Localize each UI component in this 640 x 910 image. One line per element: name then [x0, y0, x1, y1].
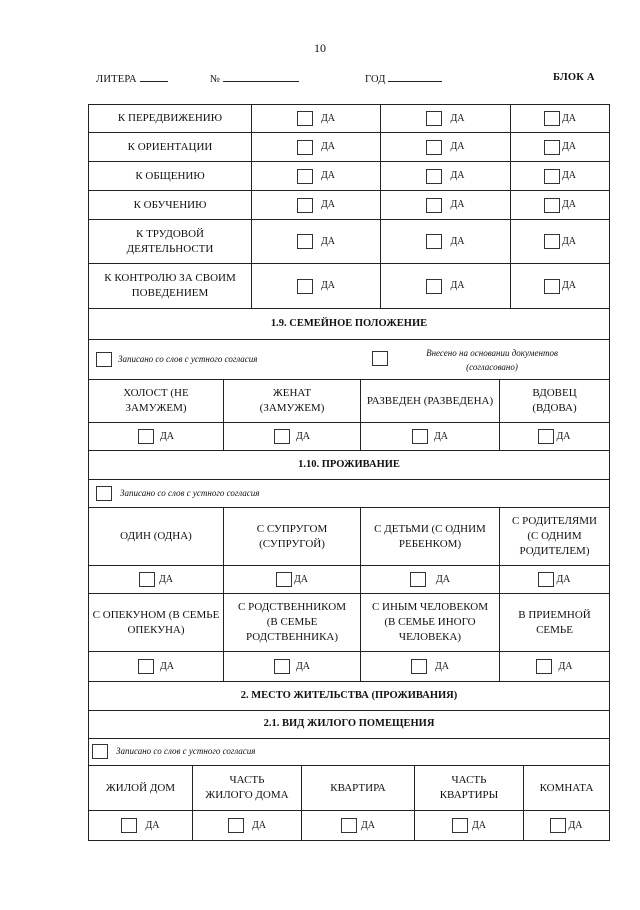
row-label: К ТРУДОВОЙ ДЕЯТЕЛЬНОСТИ: [89, 220, 252, 263]
yes-label: ДА: [450, 199, 465, 211]
yes-label: ДА: [561, 141, 577, 153]
number-input[interactable]: [223, 72, 299, 82]
checkbox[interactable]: [274, 659, 290, 674]
yes-label: ДА: [251, 819, 267, 831]
row-label: К ОРИЕНТАЦИИ: [89, 133, 252, 161]
checkbox[interactable]: [276, 572, 292, 587]
checkbox[interactable]: [139, 572, 155, 587]
table-row: [89, 191, 610, 220]
checkbox[interactable]: [228, 818, 244, 833]
yes-label: ДА: [561, 170, 577, 182]
yes-label: ДА: [159, 430, 175, 442]
checkbox[interactable]: [426, 169, 442, 184]
living-option: С РОДИТЕЛЯМИ (С ОДНИМ РОДИТЕЛЕМ): [500, 508, 610, 565]
yes-label: ДА: [435, 573, 451, 585]
checkbox[interactable]: [426, 140, 442, 155]
checkbox[interactable]: [297, 279, 313, 294]
checkbox[interactable]: [538, 572, 554, 587]
checkbox[interactable]: [426, 198, 442, 213]
yes-label: ДА: [450, 280, 465, 292]
checkbox[interactable]: [544, 140, 560, 155]
options-row: [89, 508, 610, 566]
family-option: ХОЛОСТ (НЕ ЗАМУЖЕМ): [89, 380, 224, 422]
row-label: К ОБЩЕНИЮ: [89, 162, 252, 190]
checkbox[interactable]: [544, 198, 560, 213]
options-row: [89, 380, 610, 423]
residence-option: ЧАСТЬ ЖИЛОГО ДОМА: [193, 766, 302, 810]
living-option: С ДЕТЬМИ (С ОДНИМ РЕБЕНКОМ): [361, 508, 500, 565]
note-row: [89, 739, 610, 766]
yes-label: ДА: [320, 280, 336, 292]
checkbox[interactable]: [452, 818, 468, 833]
row-label: К ПЕРЕДВИЖЕНИЮ: [89, 105, 252, 132]
table-row: [89, 162, 610, 191]
page-number: 10: [314, 41, 326, 55]
checkbox[interactable]: [411, 659, 427, 674]
yes-label: ДА: [556, 430, 571, 442]
yes-label: ДА: [561, 112, 577, 124]
documents-note: Внесено на основании документов (согласовано): [426, 348, 558, 373]
family-option: ВДОВЕЦ (ВДОВА): [500, 380, 610, 422]
table-row: [89, 133, 610, 162]
checkbox[interactable]: [544, 234, 560, 249]
checkbox[interactable]: [538, 429, 554, 444]
residence-section-title: 2. МЕСТО ЖИТЕЛЬСТВА (ПРОЖИВАНИЯ): [89, 682, 610, 710]
yes-label: ДА: [450, 112, 465, 124]
checkbox[interactable]: [544, 169, 560, 184]
litera-label: ЛИТЕРА: [96, 74, 137, 85]
checkbox-row: [89, 652, 610, 682]
yes-label: ДА: [561, 280, 577, 292]
abilities-table: [88, 104, 610, 841]
checkbox[interactable]: [274, 429, 290, 444]
yes-label: ДА: [295, 660, 311, 672]
residence-option: КВАРТИРА: [302, 766, 415, 810]
options-row: [89, 594, 610, 652]
yes-label: ДА: [293, 573, 309, 585]
note-row: [89, 480, 610, 508]
checkbox[interactable]: [297, 140, 313, 155]
living-option: В ПРИЕМНОЙ СЕМЬЕ: [500, 594, 610, 651]
row-label: К КОНТРОЛЮ ЗА СВОИМ ПОВЕДЕНИЕМ: [89, 264, 252, 308]
yes-label: ДА: [450, 235, 465, 247]
checkbox[interactable]: [426, 111, 442, 126]
living-option: С РОДСТВЕННИКОМ (В СЕМЬЕ РОДСТВЕННИКА): [224, 594, 361, 651]
residence-subtitle: 2.1. ВИД ЖИЛОГО ПОМЕЩЕНИЯ: [89, 711, 610, 738]
checkbox[interactable]: [341, 818, 357, 833]
oral-consent-note: Записано со слов с устного согласия: [116, 746, 256, 757]
yes-label: ДА: [556, 573, 571, 585]
oral-consent-checkbox[interactable]: [92, 744, 108, 759]
checkbox[interactable]: [121, 818, 137, 833]
checkbox[interactable]: [536, 659, 552, 674]
yes-label: ДА: [295, 430, 311, 442]
checkbox[interactable]: [297, 234, 313, 249]
documents-checkbox[interactable]: [372, 351, 388, 366]
row-label: К ОБУЧЕНИЮ: [89, 191, 252, 219]
yes-label: ДА: [145, 819, 160, 831]
year-field: [365, 72, 442, 85]
yes-label: ДА: [558, 660, 573, 672]
yes-label: ДА: [320, 235, 336, 247]
checkbox[interactable]: [426, 279, 442, 294]
living-option: ОДИН (ОДНА): [89, 508, 224, 565]
checkbox[interactable]: [426, 234, 442, 249]
checkbox[interactable]: [412, 429, 428, 444]
year-label: ГОД: [365, 74, 386, 85]
yes-label: ДА: [471, 819, 487, 831]
living-option: С ОПЕКУНОМ (В СЕМЬЕ ОПЕКУНА): [89, 594, 224, 651]
living-option: С СУПРУГОМ (СУПРУГОЙ): [224, 508, 361, 565]
checkbox[interactable]: [138, 429, 154, 444]
number-field: [210, 72, 299, 85]
checkbox-row: [89, 811, 610, 841]
block-label: БЛОК А: [553, 72, 595, 83]
checkbox[interactable]: [297, 169, 313, 184]
family-option: РАЗВЕДЕН (РАЗВЕДЕНА): [361, 380, 500, 422]
yes-label: ДА: [320, 170, 336, 182]
table-row: [89, 105, 610, 133]
yes-label: ДА: [159, 660, 175, 672]
family-section-title: 1.9. СЕМЕЙНОЕ ПОЛОЖЕНИЕ: [89, 309, 610, 339]
checkbox[interactable]: [297, 111, 313, 126]
yes-label: ДА: [568, 819, 583, 831]
table-row: [89, 264, 610, 309]
yes-label: ДА: [434, 660, 450, 672]
checkbox-row: [89, 566, 610, 594]
living-section-title: 1.10. ПРОЖИВАНИЕ: [89, 451, 610, 479]
yes-label: ДА: [320, 141, 336, 153]
yes-label: ДА: [320, 112, 336, 124]
options-row: [89, 766, 610, 811]
yes-label: ДА: [158, 573, 174, 585]
number-label: №: [210, 74, 221, 85]
residence-option: ЧАСТЬ КВАРТИРЫ: [415, 766, 524, 810]
family-option: ЖЕНАТ (ЗАМУЖЕМ): [224, 380, 361, 422]
oral-consent-note: Записано со слов с устного согласия: [120, 488, 260, 499]
yes-label: ДА: [433, 430, 449, 442]
residence-option: ЖИЛОЙ ДОМ: [89, 766, 193, 810]
oral-consent-checkbox[interactable]: [96, 352, 112, 367]
yes-label: ДА: [450, 170, 465, 182]
section-title-row: [89, 682, 610, 711]
living-option: С ИНЫМ ЧЕЛОВЕКОМ (В СЕМЬЕ ИНОГО ЧЕЛОВЕКА): [361, 594, 500, 651]
checkbox[interactable]: [550, 818, 566, 833]
litera-field: [96, 72, 168, 85]
checkbox[interactable]: [138, 659, 154, 674]
yes-label: ДА: [561, 199, 577, 211]
table-row: [89, 220, 610, 264]
yes-label: ДА: [360, 819, 376, 831]
section-title-row: [89, 711, 610, 739]
checkbox[interactable]: [410, 572, 426, 587]
note-row: [89, 340, 610, 380]
checkbox[interactable]: [544, 279, 560, 294]
section-title-row: [89, 451, 610, 480]
checkbox[interactable]: [297, 198, 313, 213]
litera-input[interactable]: [140, 72, 168, 82]
yes-label: ДА: [561, 235, 577, 247]
residence-option: КОМНАТА: [524, 766, 610, 810]
checkbox[interactable]: [544, 111, 560, 126]
oral-consent-checkbox[interactable]: [96, 486, 112, 501]
oral-consent-note: Записано со слов с устного согласия: [118, 354, 258, 365]
section-title-row: [89, 309, 610, 340]
yes-label: ДА: [450, 141, 465, 153]
checkbox-row: [89, 423, 610, 451]
yes-label: ДА: [320, 199, 336, 211]
year-input[interactable]: [388, 72, 442, 82]
